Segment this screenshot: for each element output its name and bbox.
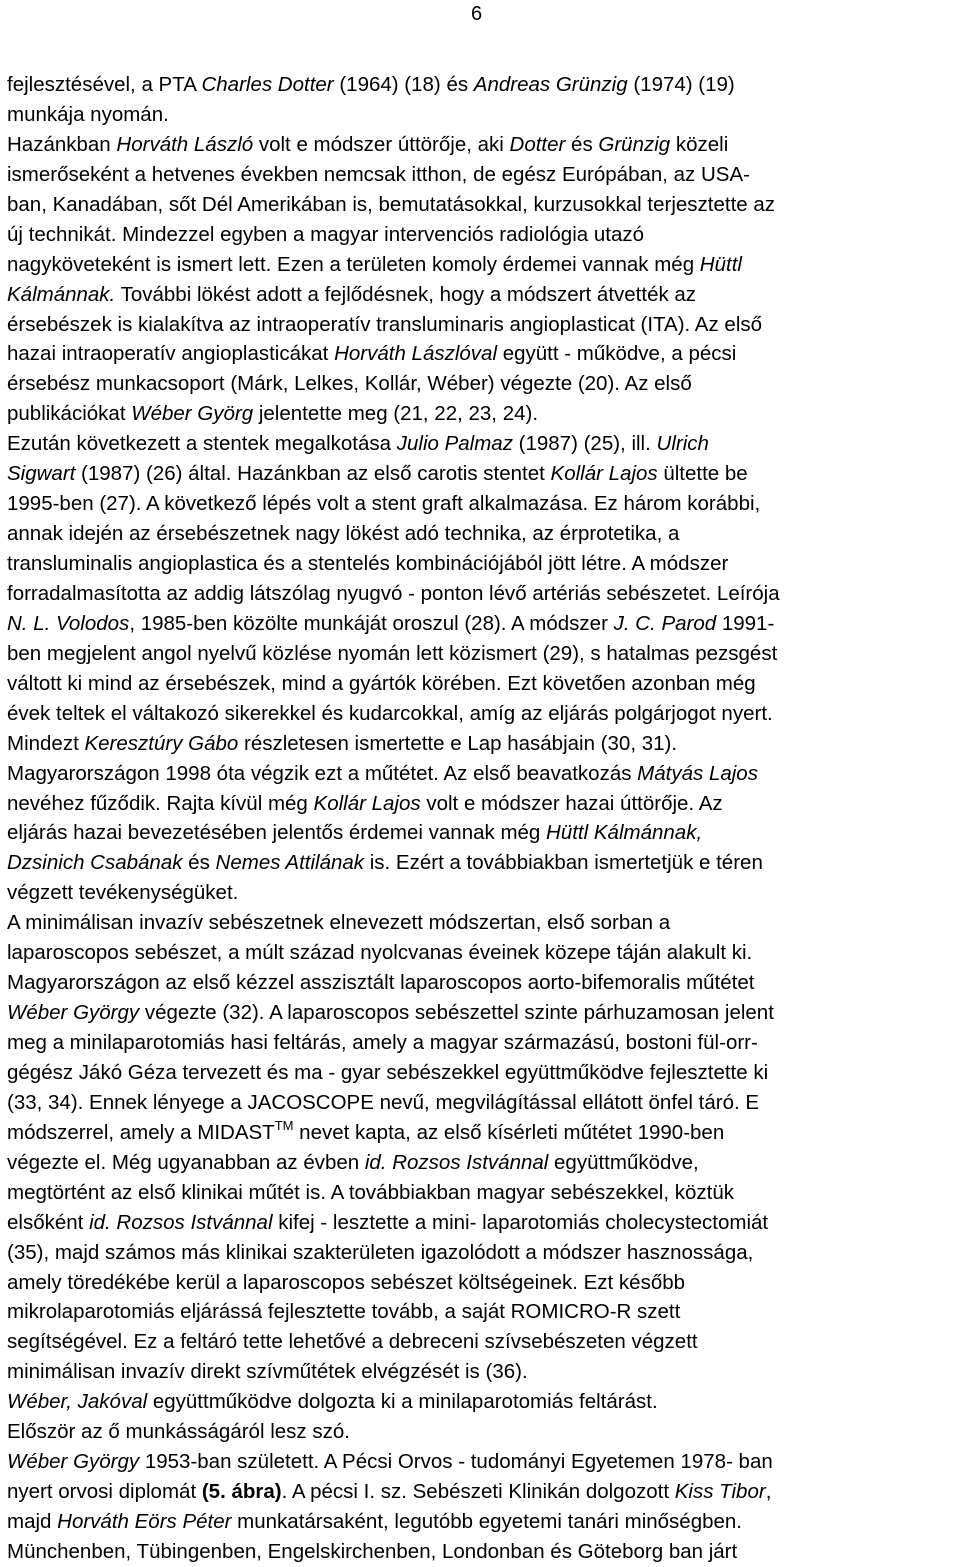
text-run: módszerrel, amely a MIDAST [7, 1120, 275, 1144]
italic-name: Sigwart [7, 462, 76, 486]
text-run: Mindezt [7, 731, 85, 755]
text-run: Először az ő munkásságáról lesz szó. [7, 1420, 350, 1444]
text-line [7, 759, 955, 789]
italic-name: Mátyás Lajos [637, 761, 758, 785]
text-run: (35), majd számos más klinikai szakterületen igazolódott a módszer hasznossága, [7, 1240, 754, 1264]
text-line [7, 1118, 955, 1148]
text-run: További lökést adott a fejlődésnek, hogy a módszert átvették az [115, 282, 697, 306]
text-line [7, 1208, 955, 1238]
text-run: érsebészek is kialakítva az intraoperatív transluminaris angioplasticat (ITA). Az első [7, 312, 763, 336]
text-run: volt e módszer hazai úttörője. Az [420, 791, 723, 815]
italic-name: Grünzig [598, 132, 671, 156]
text-line [7, 1058, 955, 1088]
italic-name: Wéber, Jakóval [7, 1390, 148, 1414]
text-run: Hazánkban [7, 132, 117, 156]
text-run: amely töredékébe kerül a laparoscopos sebészet költségeinek. Ezt később [7, 1270, 686, 1294]
text-line [7, 310, 955, 340]
text-line [7, 1088, 955, 1118]
text-line [7, 130, 955, 160]
italic-name: Dotter [509, 132, 566, 156]
italic-name: N. L. Volodos [7, 611, 130, 635]
italic-name: Dzsinich Csabának [7, 851, 183, 875]
text-run: transluminalis angioplastica és a stentelés kombinációjából jött létre. A módszer [7, 552, 729, 575]
text-run: 1991- [716, 611, 775, 635]
italic-name: Horváth Eörs Péter [57, 1510, 232, 1533]
text-line [7, 1417, 955, 1447]
text-run: , 1985-ben közölte munkáját oroszul (28). A módszer [129, 611, 614, 635]
text-run: jelentette meg (21, 22, 23, 24). [253, 402, 539, 426]
text-run: is. Ezért a továbbiakban ismertetjük e téren [364, 851, 763, 875]
text-run: érsebész munkacsoport (Márk, Lelkes, Kollár, Wéber) végezte (20). Az első [7, 372, 692, 396]
superscript: TM [274, 1117, 294, 1133]
text-run: együtt - működve, a pécsi [497, 342, 737, 366]
italic-name: Nemes Attilának [215, 851, 365, 875]
italic-name: Horváth László [116, 132, 254, 156]
text-run: és [565, 132, 599, 156]
text-run: ben megjelent angol nyelvű közlése nyomán lett közismert (29), s hatalmas pezsgést [7, 641, 778, 665]
text-run: eljárás hazai bevezetésében jelentős érdemei vannak még [7, 821, 547, 845]
text-line [7, 280, 955, 310]
text-line [7, 639, 955, 669]
italic-name: Wéber György [7, 1001, 140, 1025]
text-run: Ezután következett a stentek megalkotása [7, 432, 397, 456]
text-run: kifej - lesztette a mini- laparotomiás cholecystectomiát [272, 1210, 769, 1234]
text-run: , [765, 1480, 772, 1504]
italic-name: id. Rozsos Istvánnal [89, 1210, 273, 1234]
text-run: hazai intraoperatív angioplasticákat [7, 342, 335, 366]
text-line [7, 399, 955, 429]
text-run: nevet kapta, az első kísérleti műtétet 1990-ben [293, 1120, 725, 1144]
italic-name: J. C. Parod [613, 611, 717, 635]
italic-name: Kollár Lajos [313, 791, 421, 815]
text-line [7, 1537, 955, 1567]
italic-name: Kálmánnak. [7, 282, 116, 306]
text-line [7, 848, 955, 878]
text-line [7, 250, 955, 280]
italic-name: Hüttl [699, 252, 742, 276]
text-line [7, 878, 955, 908]
text-run: Magyarországon 1998 óta végzik ezt a műtétet. Az első beavatkozás [7, 761, 638, 785]
text-line [7, 429, 955, 459]
text-line [7, 1268, 955, 1298]
text-run: munkatársaként, legutóbb egyetemi tanári minőségben. [231, 1510, 742, 1533]
text-run: együttműködve, [548, 1150, 699, 1174]
text-line [7, 1387, 955, 1417]
text-run: részletesen ismertette e Lap hasábjain (30, 31). [238, 731, 678, 755]
text-line [7, 459, 955, 489]
text-run: segítségével. Ez a feltáró tette lehetővé a debreceni szívsebészeten végzett [7, 1330, 698, 1354]
text-run: végezte (32). A laparoscopos sebészettel szinte párhuzamosan jelent [139, 1001, 774, 1025]
text-line [7, 729, 955, 759]
text-run: (33, 34). Ennek lényege a JACOSCOPE nevű, megvilágítással ellátott önfel táró. E [7, 1090, 760, 1114]
text-run: forradalmasította az addig látszólag nyugvó - ponton lévő artériás sebészetet. Leírója [7, 581, 780, 605]
text-line [7, 369, 955, 399]
text-line [7, 789, 955, 819]
text-line [7, 669, 955, 699]
text-run: és [182, 851, 216, 875]
text-line [7, 519, 955, 549]
italic-name: Julio Palmaz [396, 432, 513, 456]
text-line [7, 1297, 955, 1327]
text-line [7, 579, 955, 609]
text-run: együttműködve dolgozta ki a minilaparotomiás feltárást. [147, 1390, 658, 1414]
italic-name: Hüttl Kálmánnak, [546, 821, 703, 845]
text-line [7, 609, 955, 639]
italic-name: Kollár Lajos [550, 462, 658, 486]
text-line [7, 1357, 955, 1387]
text-line [7, 160, 955, 190]
text-line [7, 699, 955, 729]
text-run: elsőként [7, 1210, 90, 1234]
text-run: mikrolaparotomiás eljárássá fejlesztette tovább, a saját ROMICRO-R szett [7, 1300, 681, 1324]
text-line [7, 998, 955, 1028]
text-line [7, 1447, 955, 1477]
text-run: Magyarországon az első kézzel asszisztált laparoscopos aorto-bifemoralis műtétet [7, 971, 755, 995]
text-line [7, 968, 955, 998]
text-line [7, 339, 955, 369]
text-run: minimálisan invazív direkt szívműtétek elvégzését is (36). [7, 1360, 528, 1384]
text-line [7, 1178, 955, 1208]
italic-name: Horváth Lászlóval [334, 342, 498, 366]
text-run: meg a minilaparotomiás hasi feltárás, amely a magyar származású, bostoni fül-orr- [7, 1031, 758, 1054]
text-run: publikációkat [7, 402, 132, 426]
text-run: 1953-ban született. A Pécsi Orvos - tudományi Egyetemen 1978- ban [139, 1450, 773, 1474]
text-line [7, 100, 955, 130]
text-line [7, 70, 955, 100]
italic-name: Keresztúry Gábo [84, 731, 239, 755]
text-line [7, 220, 955, 250]
page-number: 6 [471, 3, 483, 25]
text-run: (1987) (25), ill. [512, 432, 657, 456]
text-line [7, 190, 955, 220]
text-run: ban, Kanadában, sőt Dél Amerikában is, bemutatásokkal, kurzusokkal terjesztette az [7, 192, 776, 216]
text-run: új technikát. Mindezzel egyben a magyar intervenciós radiológia utazó [7, 222, 645, 246]
text-run: (1974) (19) [627, 73, 735, 96]
text-run: (1987) (26) által. Hazánkban az első carotis stentet [75, 462, 551, 486]
text-line [7, 818, 955, 848]
text-line [7, 1028, 955, 1058]
text-run: volt e módszer úttörője, aki [253, 132, 510, 156]
text-run: végezte el. Még ugyanabban az évben [7, 1150, 365, 1174]
text-line [7, 938, 955, 968]
text-run: nyert orvosi diplomát [7, 1480, 202, 1504]
text-run: laparoscopos sebészet, a múlt század nyolcvanas éveinek közepe táján alakult ki. [7, 941, 753, 965]
text-line [7, 908, 955, 938]
text-line [7, 549, 955, 579]
text-run: ismerőseként a hetvenes években nemcsak itthon, de egész Európában, az USA- [7, 162, 750, 186]
text-run: Münchenben, Tübingenben, Engelskirchenben, Londonban és Göteborg ban járt [7, 1539, 738, 1563]
italic-name: Wéber György [7, 1450, 140, 1474]
italic-name: Andreas Grünzig [473, 73, 628, 96]
bold-reference: (5. ábra) [201, 1480, 282, 1504]
italic-name: Wéber Györg [131, 402, 254, 426]
text-line [7, 1238, 955, 1268]
text-run: végzett tevékenységüket. [7, 881, 239, 905]
text-run: váltott ki mind az érsebészek, mind a gyártók körében. Ezt követően azonban még [7, 671, 756, 695]
text-run: gégész Jákó Géza tervezett és ma - gyar sebészekkel együttműködve fejlesztette ki [7, 1060, 769, 1084]
text-line [7, 1148, 955, 1178]
text-run: munkája nyomán. [7, 102, 169, 126]
text-run: közeli [670, 132, 729, 156]
italic-name: Ulrich [656, 432, 709, 456]
text-run: évek teltek el váltakozó sikerekkel és kudarcokkal, amíg az eljárás polgárjogot nyert. [7, 701, 773, 725]
text-run: nagyköveteként is ismert lett. Ezen a területen komoly érdemei vannak még [7, 252, 700, 276]
text-run: majd [7, 1510, 58, 1533]
text-line [7, 1327, 955, 1357]
text-run: ültette be [657, 462, 748, 486]
text-run: A minimálisan invazív sebészetnek elnevezett módszertan, első sorban a [7, 911, 671, 935]
text-run: megtörtént az első klinikai műtét is. A továbbiakban magyar sebészekkel, köztük [7, 1180, 734, 1204]
text-run: (1964) (18) és [333, 73, 474, 96]
text-line [7, 1477, 955, 1507]
text-run: . A pécsi I. sz. Sebészeti Klinikán dolgozott [281, 1480, 675, 1504]
body-text [7, 70, 955, 1567]
italic-name: Charles Dotter [201, 73, 334, 96]
text-line [7, 1507, 955, 1537]
text-line [7, 489, 955, 519]
text-run: fejlesztésével, a PTA [7, 73, 202, 96]
text-run: 1995-ben (27). A következő lépés volt a stent graft alkalmazása. Ez három korábbi, [7, 492, 761, 516]
text-run: nevéhez fűződik. Rajta kívül még [7, 791, 314, 815]
text-run: annak idején az érsebészetnek nagy lökést adó technika, az érprotetika, a [7, 522, 680, 546]
italic-name: Kiss Tibor [674, 1480, 766, 1504]
italic-name: id. Rozsos Istvánnal [364, 1150, 549, 1174]
